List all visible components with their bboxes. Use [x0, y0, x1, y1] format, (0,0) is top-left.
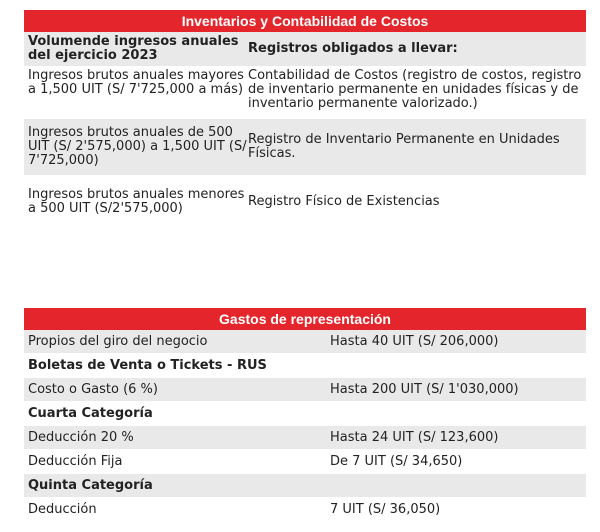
concept-cell: Deducción 20 %: [28, 430, 134, 445]
limit-cell: 7 UIT (S/ 36,050): [330, 502, 441, 517]
limit-cell: Hasta 200 UIT (S/ 1'030,000): [330, 382, 519, 397]
section-label: Cuarta Categoría: [28, 406, 153, 421]
required-record-cell: Registro de Inventario Permanente en Unidades Físicas.: [248, 132, 560, 161]
concept-cell: Deducción Fija: [28, 454, 123, 469]
inventory-table-title: Inventarios y Contabilidad de Costos: [24, 10, 586, 32]
table-row: [24, 450, 586, 474]
representation-expenses-table: [24, 308, 586, 522]
table-row: [24, 474, 586, 498]
required-records-header: Registros obligados a llevar:: [248, 41, 458, 56]
inventory-table-header-row: [24, 32, 586, 67]
limit-cell: Hasta 24 UIT (S/ 123,600): [330, 430, 499, 445]
limit-cell: De 7 UIT (S/ 34,650): [330, 454, 463, 469]
concept-cell: Propios del giro del negocio: [28, 334, 208, 349]
income-range-cell: Ingresos brutos anuales mayores a 1,500 UIT (S/ 7'725,000 a más): [28, 68, 244, 97]
income-volume-header: Volumende ingresos anuales del ejercicio 2023: [28, 34, 239, 63]
table-row: [24, 402, 586, 426]
required-record-cell: Contabilidad de Costos (registro de costos, registro de inventario permanente en unidades físicas y de inventario permanente valorizado.): [248, 68, 582, 111]
table-row: [24, 330, 586, 354]
table-row: [24, 67, 586, 119]
required-record-cell: Registro Físico de Existencias: [248, 194, 440, 209]
table-row: [24, 498, 586, 522]
table-row: [24, 354, 586, 378]
section-label: Quinta Categoría: [28, 478, 153, 493]
concept-cell: Costo o Gasto (6 %): [28, 382, 158, 397]
income-range-cell: Ingresos brutos anuales menores a 500 UIT (S/2'575,000): [28, 187, 245, 216]
table-row: [24, 378, 586, 402]
concept-cell: Deducción: [28, 502, 97, 517]
limit-cell: Hasta 40 UIT (S/ 206,000): [330, 334, 499, 349]
section-label: Boletas de Venta o Tickets - RUS: [28, 358, 267, 373]
income-range-cell: Ingresos brutos anuales de 500 UIT (S/ 2'575,000) a 1,500 UIT (S/ 7'725,000): [28, 125, 247, 168]
table-row: [24, 176, 586, 229]
table-row: [24, 426, 586, 450]
table-row: [24, 119, 586, 176]
inventory-table: [24, 10, 586, 229]
representation-expenses-title: Gastos de representación: [24, 308, 586, 330]
